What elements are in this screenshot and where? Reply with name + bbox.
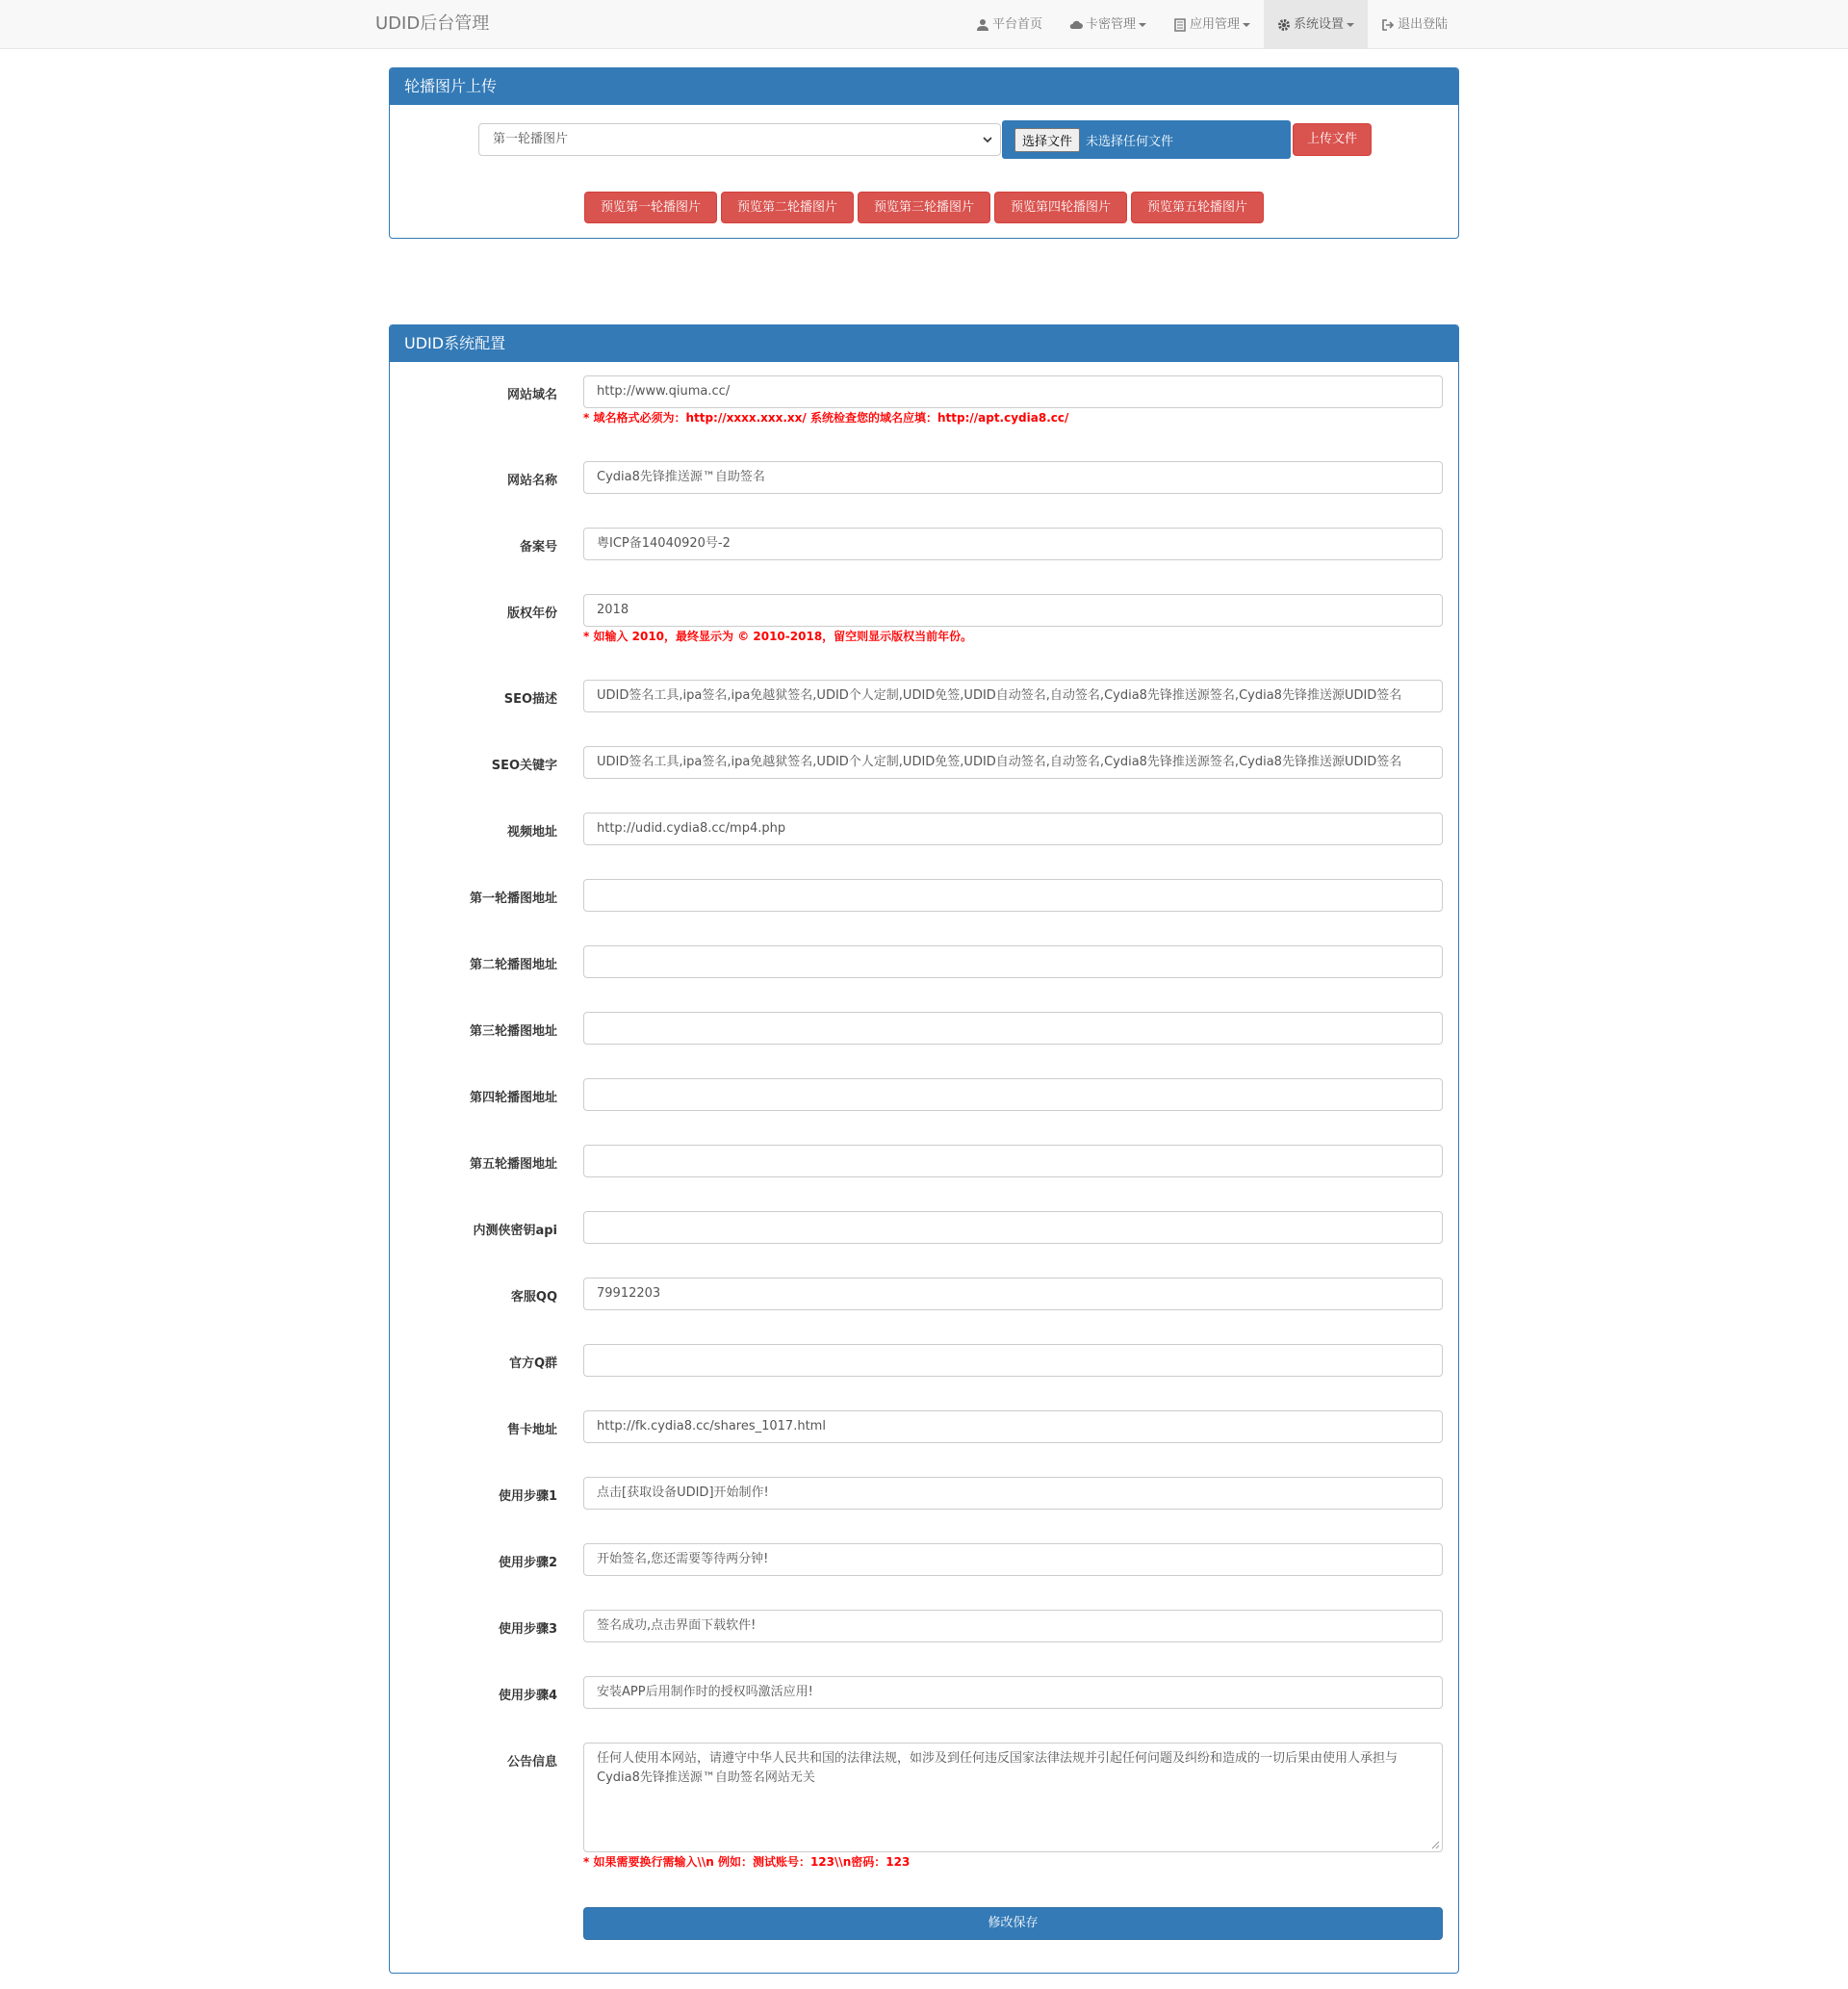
nav-logout[interactable] [1368, 0, 1461, 49]
file-input[interactable] [1002, 120, 1291, 159]
field-label: 使用步骤4 [498, 1689, 557, 1703]
user-icon [976, 18, 989, 32]
field-label: 使用步骤1 [498, 1489, 557, 1504]
carousel-3-url-input[interactable] [583, 1012, 1443, 1045]
upload-file-button[interactable]: 上传文件 [1293, 123, 1372, 156]
notice-text: 任何人使用本网站，请遵守中华人民共和国的法律法规，如涉及到任何违反国家法律法规并引起任何问题及纠纷和造成的一切后果由使用人承担与Cydia8先锋推送源™自助签名网站无关 [597, 1751, 1399, 1785]
book-icon [1173, 18, 1187, 32]
copyright-year-hint: * 如输入 2010，最终显示为 © 2010-2018，留空则显示版权当前年份。 [583, 630, 973, 643]
field-label: 视频地址 [506, 825, 557, 840]
nav-system-settings-label: 系统设置 [1294, 17, 1345, 32]
caret-down-icon [1243, 23, 1250, 27]
field-label: 使用步骤3 [498, 1622, 557, 1637]
domain-hint: * 域名格式必须为：http://xxxx.xxx.xx/ 系统检查您的域名应填：http://apt.cydia8.cc/ [583, 411, 1069, 425]
field-label: 网站名称 [506, 474, 557, 488]
preview-carousel-2-button[interactable]: 预览第二轮播图片 [721, 192, 854, 223]
seo-keywords-input[interactable]: UDID签名工具,ipa签名,ipa免越狱签名,UDID个人定制,UDID免签,UDID自动签名,自动签名,Cydia8先锋推送源签名,Cydia8先锋推送源UDID签名 [583, 746, 1443, 779]
panel-title: 轮播图片上传 [390, 68, 1458, 105]
cloud-icon [1069, 18, 1083, 32]
field-label: SEO描述 [503, 692, 557, 707]
nav-home-label: 平台首页 [992, 17, 1043, 32]
step-3-input[interactable]: 签名成功,点击界面下载软件! [583, 1610, 1443, 1642]
field-label: 官方Q群 [508, 1356, 557, 1371]
file-status: 未选择任何文件 [1086, 134, 1174, 149]
logout-icon [1381, 18, 1395, 32]
preview-buttons [584, 192, 1264, 223]
notice-textarea[interactable] [583, 1743, 1443, 1852]
notice-hint: * 如果需要换行需输入\\n 例如：测试账号：123\\n密码：123 [583, 1855, 911, 1869]
field-label: 使用步骤2 [498, 1556, 557, 1570]
nav-app-management-label: 应用管理 [1190, 17, 1241, 32]
qq-group-input[interactable] [583, 1344, 1443, 1377]
nav-system-settings[interactable] [1264, 0, 1368, 49]
field-label: 第三轮播图地址 [469, 1024, 557, 1039]
field-label: 售卡地址 [506, 1423, 557, 1437]
card-shop-url-input[interactable]: http://fk.cydia8.cc/shares_1017.html [583, 1410, 1443, 1443]
preview-carousel-3-button[interactable]: 预览第三轮播图片 [858, 192, 990, 223]
carousel-4-url-input[interactable] [583, 1078, 1443, 1111]
preview-carousel-4-button[interactable]: 预览第四轮播图片 [994, 192, 1127, 223]
brand-title[interactable]: UDID后台管理 [375, 13, 490, 34]
carousel-select-value: 第一轮播图片 [493, 132, 569, 146]
carousel-1-url-input[interactable] [583, 879, 1443, 912]
preview-carousel-5-button[interactable]: 预览第五轮播图片 [1131, 192, 1264, 223]
nav-card-management[interactable] [1056, 0, 1160, 49]
carousel-5-url-input[interactable] [583, 1145, 1443, 1177]
field-label: 内测侠密钥api [473, 1224, 557, 1238]
step-1-input[interactable]: 点击[获取设备UDID]开始制作! [583, 1477, 1443, 1510]
field-label: 公告信息 [506, 1755, 557, 1769]
carousel-2-url-input[interactable] [583, 945, 1443, 978]
gear-icon [1277, 18, 1291, 32]
caret-down-icon [1139, 23, 1146, 27]
save-button[interactable]: 修改保存 [583, 1907, 1443, 1940]
video-url-input[interactable]: http://udid.cydia8.cc/mp4.php [583, 813, 1443, 845]
field-label: 第二轮播图地址 [469, 958, 557, 972]
field-label: 客服QQ [510, 1290, 557, 1304]
seo-description-input[interactable]: UDID签名工具,ipa签名,ipa免越狱签名,UDID个人定制,UDID免签,UDID自动签名,自动签名,Cydia8先锋推送源签名,Cydia8先锋推送源UDID签名 [583, 680, 1443, 712]
carousel-select[interactable] [478, 123, 1001, 156]
chevron-down-icon [983, 135, 992, 144]
field-label: 第一轮播图地址 [469, 891, 557, 906]
step-4-input[interactable]: 安装APP后用制作时的授权吗激活应用! [583, 1676, 1443, 1709]
nav-menu [962, 0, 1461, 49]
site-name-input[interactable]: Cydia8先锋推送源™自助签名 [583, 461, 1443, 494]
support-qq-input[interactable]: 79912203 [583, 1278, 1443, 1310]
nav-app-management[interactable] [1160, 0, 1264, 49]
field-label: SEO关键字 [491, 759, 557, 773]
nav-home[interactable] [962, 0, 1056, 49]
caret-down-icon [1347, 23, 1354, 27]
field-label: 第四轮播图地址 [469, 1091, 557, 1105]
nav-card-management-label: 卡密管理 [1086, 17, 1137, 32]
field-label: 备案号 [519, 540, 557, 555]
field-label: 版权年份 [506, 607, 557, 621]
panel-title: UDID系统配置 [390, 325, 1458, 362]
copyright-year-input[interactable]: 2018 [583, 594, 1443, 627]
preview-carousel-1-button[interactable]: 预览第一轮播图片 [584, 192, 717, 223]
carousel-upload-panel [389, 67, 1459, 239]
step-2-input[interactable]: 开始签名,您还需要等待两分钟! [583, 1543, 1443, 1576]
system-config-panel [389, 324, 1459, 1974]
api-key-input[interactable] [583, 1211, 1443, 1244]
top-navbar [0, 0, 1848, 49]
choose-file-button[interactable]: 选择文件 [1014, 128, 1080, 152]
field-label: 网站域名 [506, 388, 557, 402]
resize-handle-icon[interactable] [1431, 1841, 1440, 1849]
field-label: 第五轮播图地址 [469, 1157, 557, 1172]
icp-input[interactable]: 粤ICP备14040920号-2 [583, 528, 1443, 560]
domain-input[interactable]: http://www.qiuma.cc/ [583, 375, 1443, 408]
nav-logout-label: 退出登陆 [1398, 17, 1449, 32]
